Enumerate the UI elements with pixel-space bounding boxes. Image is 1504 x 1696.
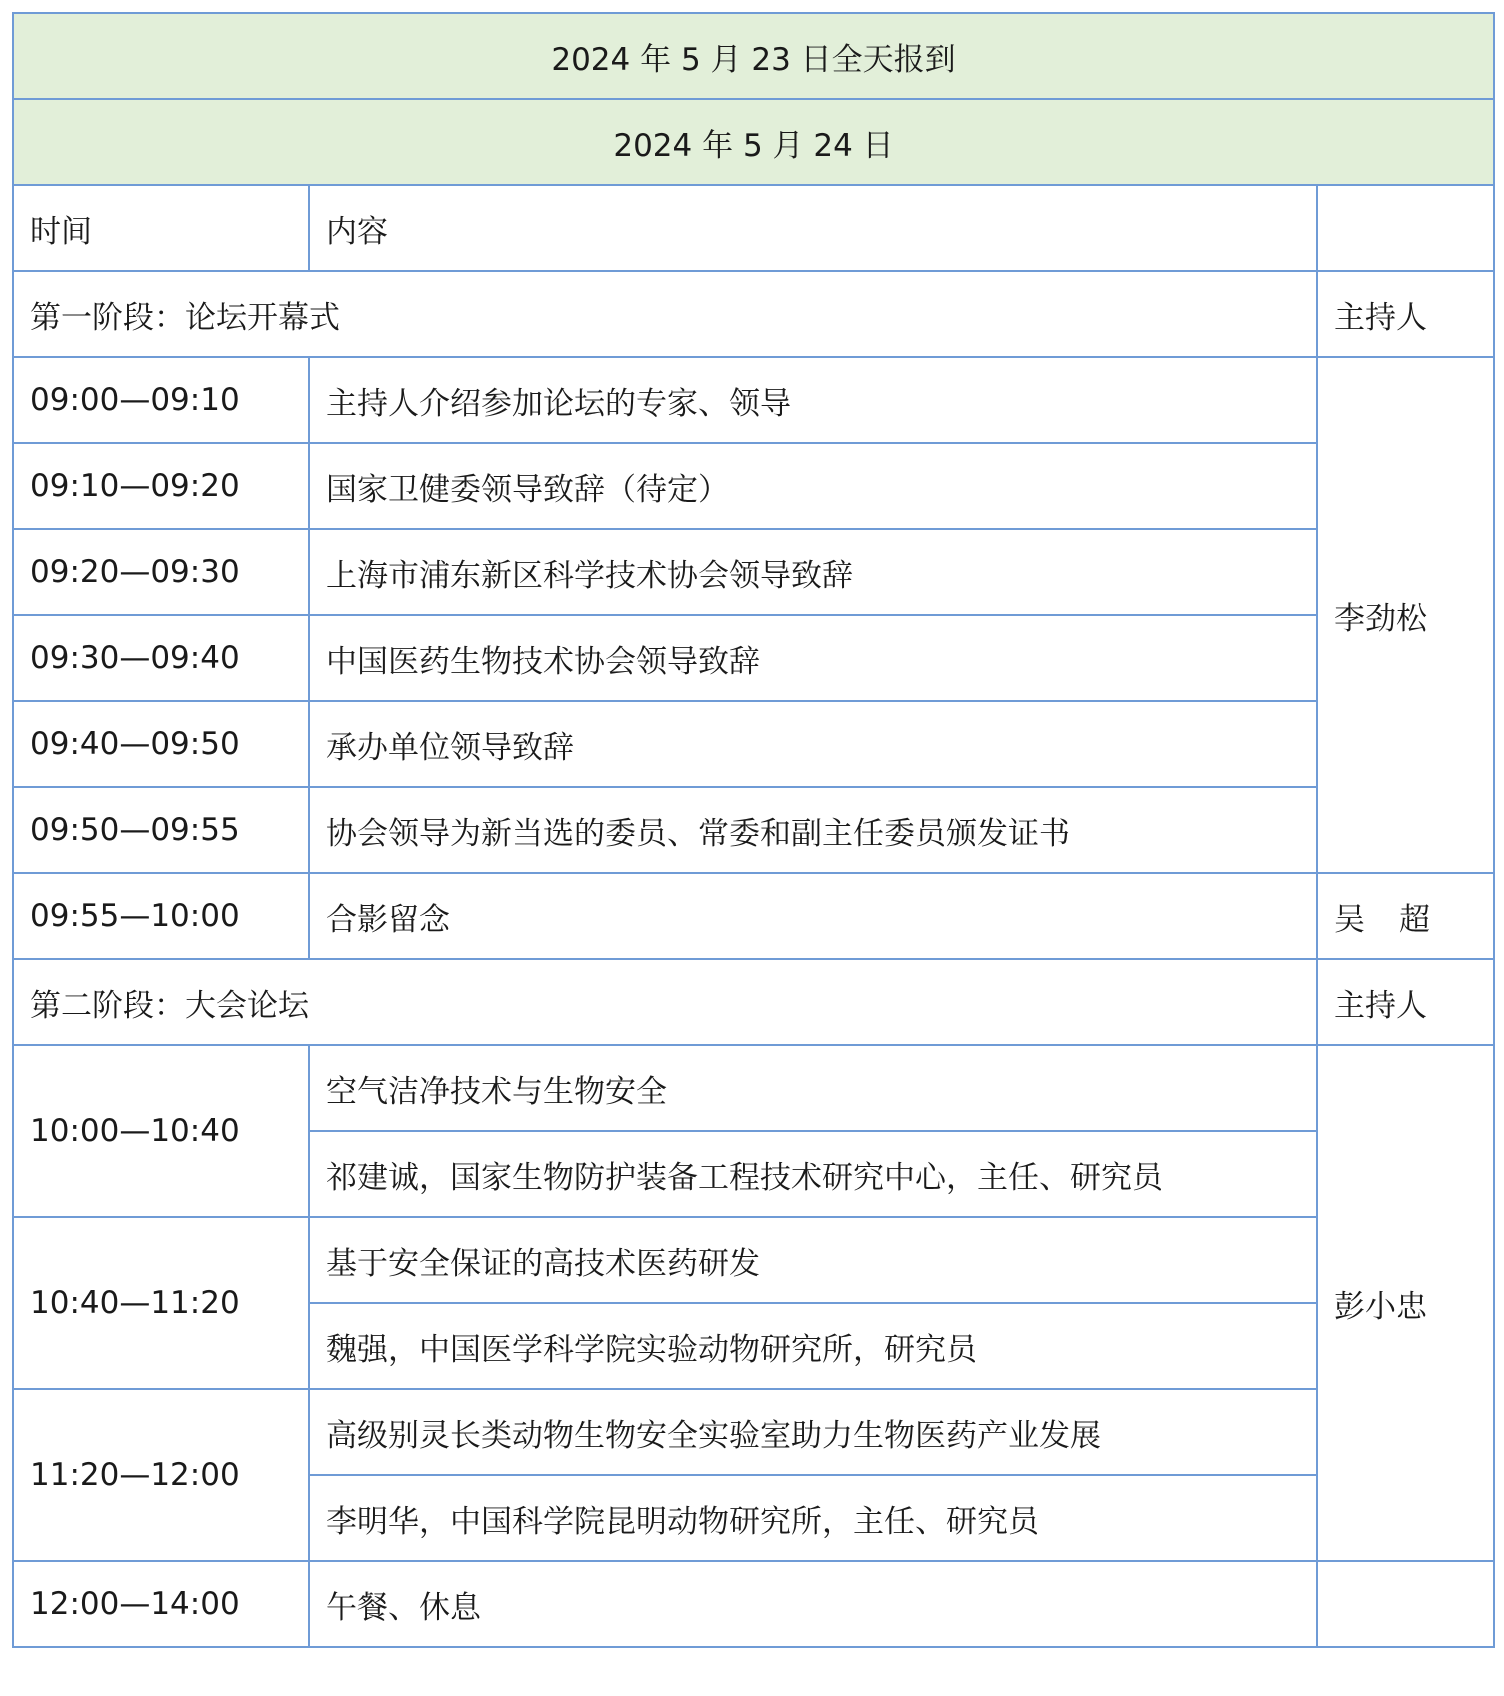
- stage1-host: 李劲松: [1317, 357, 1494, 873]
- topic-cell: 高级别灵长类动物生物安全实验室助力生物医药产业发展: [309, 1389, 1317, 1475]
- table-row: [13, 787, 1494, 873]
- photo-host-part1: 吴: [1334, 901, 1365, 938]
- stage2-title: 第二阶段：大会论坛: [13, 959, 1317, 1045]
- registration-row: [13, 13, 1494, 99]
- time-cell: 09:50—09:55: [13, 787, 309, 873]
- time-cell: 10:00—10:40: [13, 1045, 309, 1217]
- content-cell: 承办单位领导致辞: [309, 701, 1317, 787]
- stage2-host: 彭小忠: [1317, 1045, 1494, 1561]
- photo-host: [1317, 873, 1494, 959]
- date-cell: 2024 年 5 月 24 日: [13, 99, 1494, 185]
- time-cell: 09:20—09:30: [13, 529, 309, 615]
- table-row: [13, 615, 1494, 701]
- table-row: [13, 529, 1494, 615]
- stage2-host-label: 主持人: [1317, 959, 1494, 1045]
- content-cell: 上海市浦东新区科学技术协会领导致辞: [309, 529, 1317, 615]
- time-cell: 09:30—09:40: [13, 615, 309, 701]
- content-cell: 国家卫健委领导致辞（待定）: [309, 443, 1317, 529]
- content-cell: 午餐、休息: [309, 1561, 1317, 1647]
- date-row: [13, 99, 1494, 185]
- time-cell: 09:55—10:00: [13, 873, 309, 959]
- time-cell: 12:00—14:00: [13, 1561, 309, 1647]
- topic-cell: 基于安全保证的高技术医药研发: [309, 1217, 1317, 1303]
- empty-host-cell: [1317, 1561, 1494, 1647]
- content-cell: 合影留念: [309, 873, 1317, 959]
- time-cell: 09:10—09:20: [13, 443, 309, 529]
- content-cell: 主持人介绍参加论坛的专家、领导: [309, 357, 1317, 443]
- table-row: [13, 443, 1494, 529]
- speaker-cell: 祁建诚，国家生物防护装备工程技术研究中心，主任、研究员: [309, 1131, 1317, 1217]
- time-cell: 09:00—09:10: [13, 357, 309, 443]
- topic-cell: 空气洁净技术与生物安全: [309, 1045, 1317, 1131]
- table-row: [13, 1045, 1494, 1131]
- column-header-host: [1317, 185, 1494, 271]
- agenda-table: [12, 12, 1495, 1648]
- content-cell: 中国医药生物技术协会领导致辞: [309, 615, 1317, 701]
- speaker-cell: 李明华，中国科学院昆明动物研究所，主任、研究员: [309, 1475, 1317, 1561]
- lunch-row: [13, 1561, 1494, 1647]
- registration-cell: 2024 年 5 月 23 日全天报到: [13, 13, 1494, 99]
- agenda-wrapper: [12, 12, 1495, 1648]
- speaker-cell: 魏强，中国医学科学院实验动物研究所，研究员: [309, 1303, 1317, 1389]
- column-header-time: 时间: [13, 185, 309, 271]
- column-header-content: 内容: [309, 185, 1317, 271]
- stage1-header-row: [13, 271, 1494, 357]
- table-row: [13, 357, 1494, 443]
- table-row: [13, 1389, 1494, 1475]
- table-row: [13, 1217, 1494, 1303]
- content-cell: 协会领导为新当选的委员、常委和副主任委员颁发证书: [309, 787, 1317, 873]
- column-header-row: [13, 185, 1494, 271]
- photo-host-part2: 超: [1399, 901, 1430, 938]
- time-cell: 11:20—12:00: [13, 1389, 309, 1561]
- table-row: [13, 701, 1494, 787]
- time-cell: 09:40—09:50: [13, 701, 309, 787]
- stage1-title: 第一阶段：论坛开幕式: [13, 271, 1317, 357]
- photo-row: [13, 873, 1494, 959]
- stage2-header-row: [13, 959, 1494, 1045]
- stage1-host-label: 主持人: [1317, 271, 1494, 357]
- time-cell: 10:40—11:20: [13, 1217, 309, 1389]
